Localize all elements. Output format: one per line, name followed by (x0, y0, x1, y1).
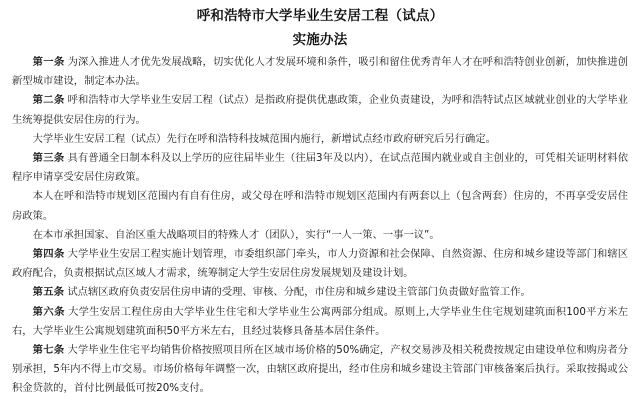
article-marker: 第四条 (32, 248, 65, 261)
article-paragraph (12, 283, 628, 302)
document-title: 呼和浩特市大学毕业生安居工程（试点） (196, 8, 444, 24)
article-text: 大学毕业生安居工程实施计划管理，市委组织部门牵头，市人力资源和社会保障、自然资源、住房和城乡建设等部门和辖区政府配合，负责根据试点区域人才需求，统筹制定大学生安居住房发展规划及建设计划。 (12, 248, 629, 280)
article-marker: 第三条 (32, 152, 65, 165)
article-marker: 第七条 (32, 344, 65, 357)
article-paragraph (12, 226, 628, 245)
article-text: 大学毕业生住宅平均销售价格按照项目所在区域市场价格的50%确定，产权交易涉及相关税费按规定由建设单位和购房者分别承担，5年内不得上市交易。市场价格每年调整一次，由辖区政府提出，经市住房和城乡建设主管部门审核备案后执行。采取按揭或公积金贷款的，首付比例最低可按20%支付。 (12, 344, 628, 395)
article-text: 试点辖区政府负责安居住房申请的受理、审核、分配，市住房和城乡建设主管部门负责做好监管工作。 (67, 286, 531, 299)
article-marker: 第二条 (32, 94, 65, 107)
article-marker: 第五条 (32, 286, 65, 299)
article-text: 具有普通全日制本科及以上学历的应往届毕业生（往届3年及以内），在试点范围内就业或自主创业的，可凭相关证明材料依程序申请享受安居住房政策。 (12, 152, 628, 184)
document-subtitle: 实施办法 (292, 32, 348, 48)
article-paragraph (12, 130, 628, 149)
article-paragraph (12, 187, 628, 225)
article-paragraph (12, 53, 628, 91)
article-text: 为深入推进人才优先发展战略，切实优化人才发展环境和条件，吸引和留住优秀青年人才在呼和浩特创业创新，加快推进创新型城市建设，制定本办法。 (12, 56, 629, 88)
article-text: 大学生安居工程住房由大学毕业生住宅和大学毕业生公寓两部分组成。原则上,大学毕业生住宅规划建筑面积100平方米左右，大学毕业生公寓规划建筑面积50平方米左右，且经过装修具备基本居住条件。 (12, 305, 628, 337)
article-marker: 第一条 (32, 56, 65, 68)
article-text: 本人在呼和浩特市规划区范围内有自有住房，或父母在呼和浩特市规划区范围内有两套以上（包含两套）住房的，不再享受安居住房政策。 (12, 190, 628, 222)
article-text: 呼和浩特市大学毕业生安居工程（试点）是指政府提供优惠政策，企业负责建设，为呼和浩特试点区域就业创业的大学毕业生统筹提供安居住房的行为。 (12, 94, 629, 126)
article-paragraph (12, 245, 628, 283)
article-paragraph (12, 303, 628, 341)
article-text: 大学毕业生安居工程（试点）先行在呼和浩特科技城范围内施行，新增试点经市政府研究后另行确定。 (32, 132, 496, 145)
article-marker: 第六条 (32, 305, 66, 318)
article-paragraph (12, 91, 628, 129)
document-body (12, 53, 628, 399)
article-paragraph (12, 149, 628, 187)
article-text: 在本市承担国家、自治区重大战略项目的特殊人才（团队），实行“一人一策、一事一议”。 (32, 228, 440, 241)
article-paragraph (12, 341, 628, 399)
